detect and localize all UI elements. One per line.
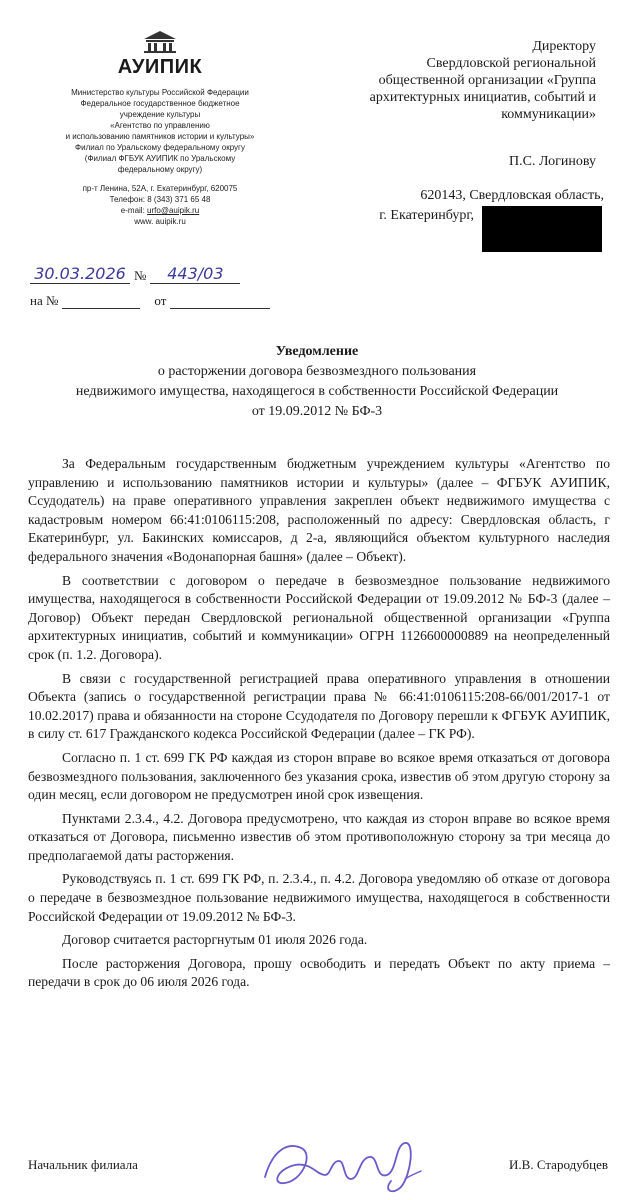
from-label: от <box>154 293 167 308</box>
logo <box>30 30 290 79</box>
signer-name: И.В. Стародубцев <box>509 1157 608 1172</box>
body-paragraph: За Федеральным государственным бюджетным учреждением культуры «Агентство по управлению и использованию памятников истории и культуры» (далее – ФГБУК АУИПИК, Ссудодатель) на праве оперативного управления закреплен объект недвижимого имущества с кадастровым номером 66:41:0106115:208, расположенный по адресу: Свердловская область, г Екатеринбург, ул. Бакинских комиссаров, д 2-а, являющийся объектом культурного наследия федерального значения «Водонапорная башня» (далее – Объект). <box>28 456 610 564</box>
org-line: учреждение культуры <box>119 110 201 119</box>
body-paragraph: После расторжения Договора, прошу освободить и передать Объект по акту приема – передачи в срок до 06 июля 2026 года. <box>28 955 610 990</box>
document-body <box>28 455 610 997</box>
registration-date: 30.03.2026 <box>30 264 130 284</box>
addressee-line: Директору <box>532 39 596 54</box>
postal-line: г. Екатеринбург, <box>379 208 474 223</box>
number-label: № <box>134 268 147 283</box>
email-link[interactable]: urfo@auipik.ru <box>147 206 200 215</box>
document-title <box>20 342 614 422</box>
org-line: (Филиал ФГБУК АУИПИК по Уральскому <box>84 154 236 163</box>
org-line: и использованию памятников истории и культуры» <box>65 132 255 141</box>
logo-text: АУИПИК <box>117 56 203 78</box>
redaction-box <box>482 206 602 252</box>
addressee-line: Свердловской региональной <box>426 56 596 71</box>
addressee-block <box>326 38 596 170</box>
title-line: недвижимого имущества, находящегося в собственности Российской Федерации <box>75 384 559 399</box>
org-website[interactable]: www. auipik.ru <box>134 217 186 226</box>
body-paragraph: Руководствуясь п. 1 ст. 699 ГК РФ, п. 2.3.4., п. 4.2. Договора уведомляю об отказе от договора о передаче в безвозмездное пользование недвижимого имущества, находящегося в собственности Российской Федерации от 19.09.2012 № БФ-3. <box>28 871 610 924</box>
ref-label: на № <box>30 293 59 308</box>
ref-number-field <box>62 292 140 309</box>
body-paragraph: Согласно п. 1 ст. 699 ГК РФ каждая из сторон вправе во всякое время отказаться от договора безвозмездного пользования, заключенного без указания срока, известив об этом другую сторону за один месяц, если договором не предусмотрен иной срок извещения. <box>28 749 610 803</box>
addressee-line: коммуникации» <box>501 107 596 122</box>
body-paragraph: Договор считается расторгнутым 01 июля 2026 года. <box>62 932 368 948</box>
title-line: Уведомление <box>275 344 359 359</box>
reference-row <box>30 292 270 309</box>
title-line: от 19.09.2012 № БФ-3 <box>251 404 383 419</box>
contact-info <box>30 183 290 227</box>
signer-title: Начальник филиала <box>28 1157 138 1172</box>
building-icon <box>140 30 180 54</box>
body-paragraph: Пунктами 2.3.4., 4.2. Договора предусмотрено, что каждая из сторон вправе во всякое время отказаться от Договора, письменно известив об этом противоположную сторону за три месяца до предполагаемой даты расторжения. <box>28 810 610 863</box>
org-line: Министерство культуры Российской Федерации <box>71 88 249 97</box>
addressee-line: архитектурных инициатив, событий и <box>369 90 596 105</box>
org-phone: Телефон: 8 (343) 371 65 48 <box>109 195 211 204</box>
org-line: «Агентство по управлению <box>110 121 210 130</box>
organization-name <box>30 87 290 175</box>
addressee-line: общественной организации «Группа <box>378 73 596 88</box>
registration-block <box>30 262 270 309</box>
org-line: федеральному округу) <box>117 165 203 174</box>
addressee-name: П.С. Логинову <box>509 154 596 169</box>
org-email-row <box>30 205 290 216</box>
org-line: Филиал по Уральскому федеральному округу <box>75 143 245 152</box>
body-paragraph: В связи с государственной регистрацией права оперативного управления в отношении Объекта (запись о государственной регистрации права № 66:41:0106115:208-66/001/2017-1 от 10.02.2017) права и обязанности на стороне Ссудодателя по Договору перешли к ФГБУК АУИПИК, в силу ст. 617 Гражданского кодекса Российской Федерации (далее – ГК РФ). <box>28 670 610 742</box>
ref-date-field <box>170 292 270 309</box>
email-label: e-mail: <box>120 206 148 215</box>
title-line: о расторжении договора безвозмездного пользования <box>157 364 477 379</box>
letterhead <box>30 30 290 227</box>
registration-number: 443/03 <box>150 264 240 284</box>
signature <box>255 1135 425 1197</box>
org-line: Федеральное государственное бюджетное <box>80 99 240 108</box>
org-address: пр-т Ленина, 52А, г. Екатеринбург, 620075 <box>82 184 238 193</box>
registration-row <box>30 262 270 284</box>
body-paragraph: В соответствии с договором о передаче в безвозмездное пользование недвижимого имущества, находящегося в собственности Российской Федерации от 19.09.2012 № БФ-3 (далее – Договор) Объект передан Свердловской региональной общественной организации «Группа архитектурных инициатив, событий и коммуникации» ОГРН 1126600000889 на неопределенный срок (п. 1.2. Договора). <box>28 572 610 662</box>
postal-line: 620143, Свердловская область, <box>420 188 604 203</box>
